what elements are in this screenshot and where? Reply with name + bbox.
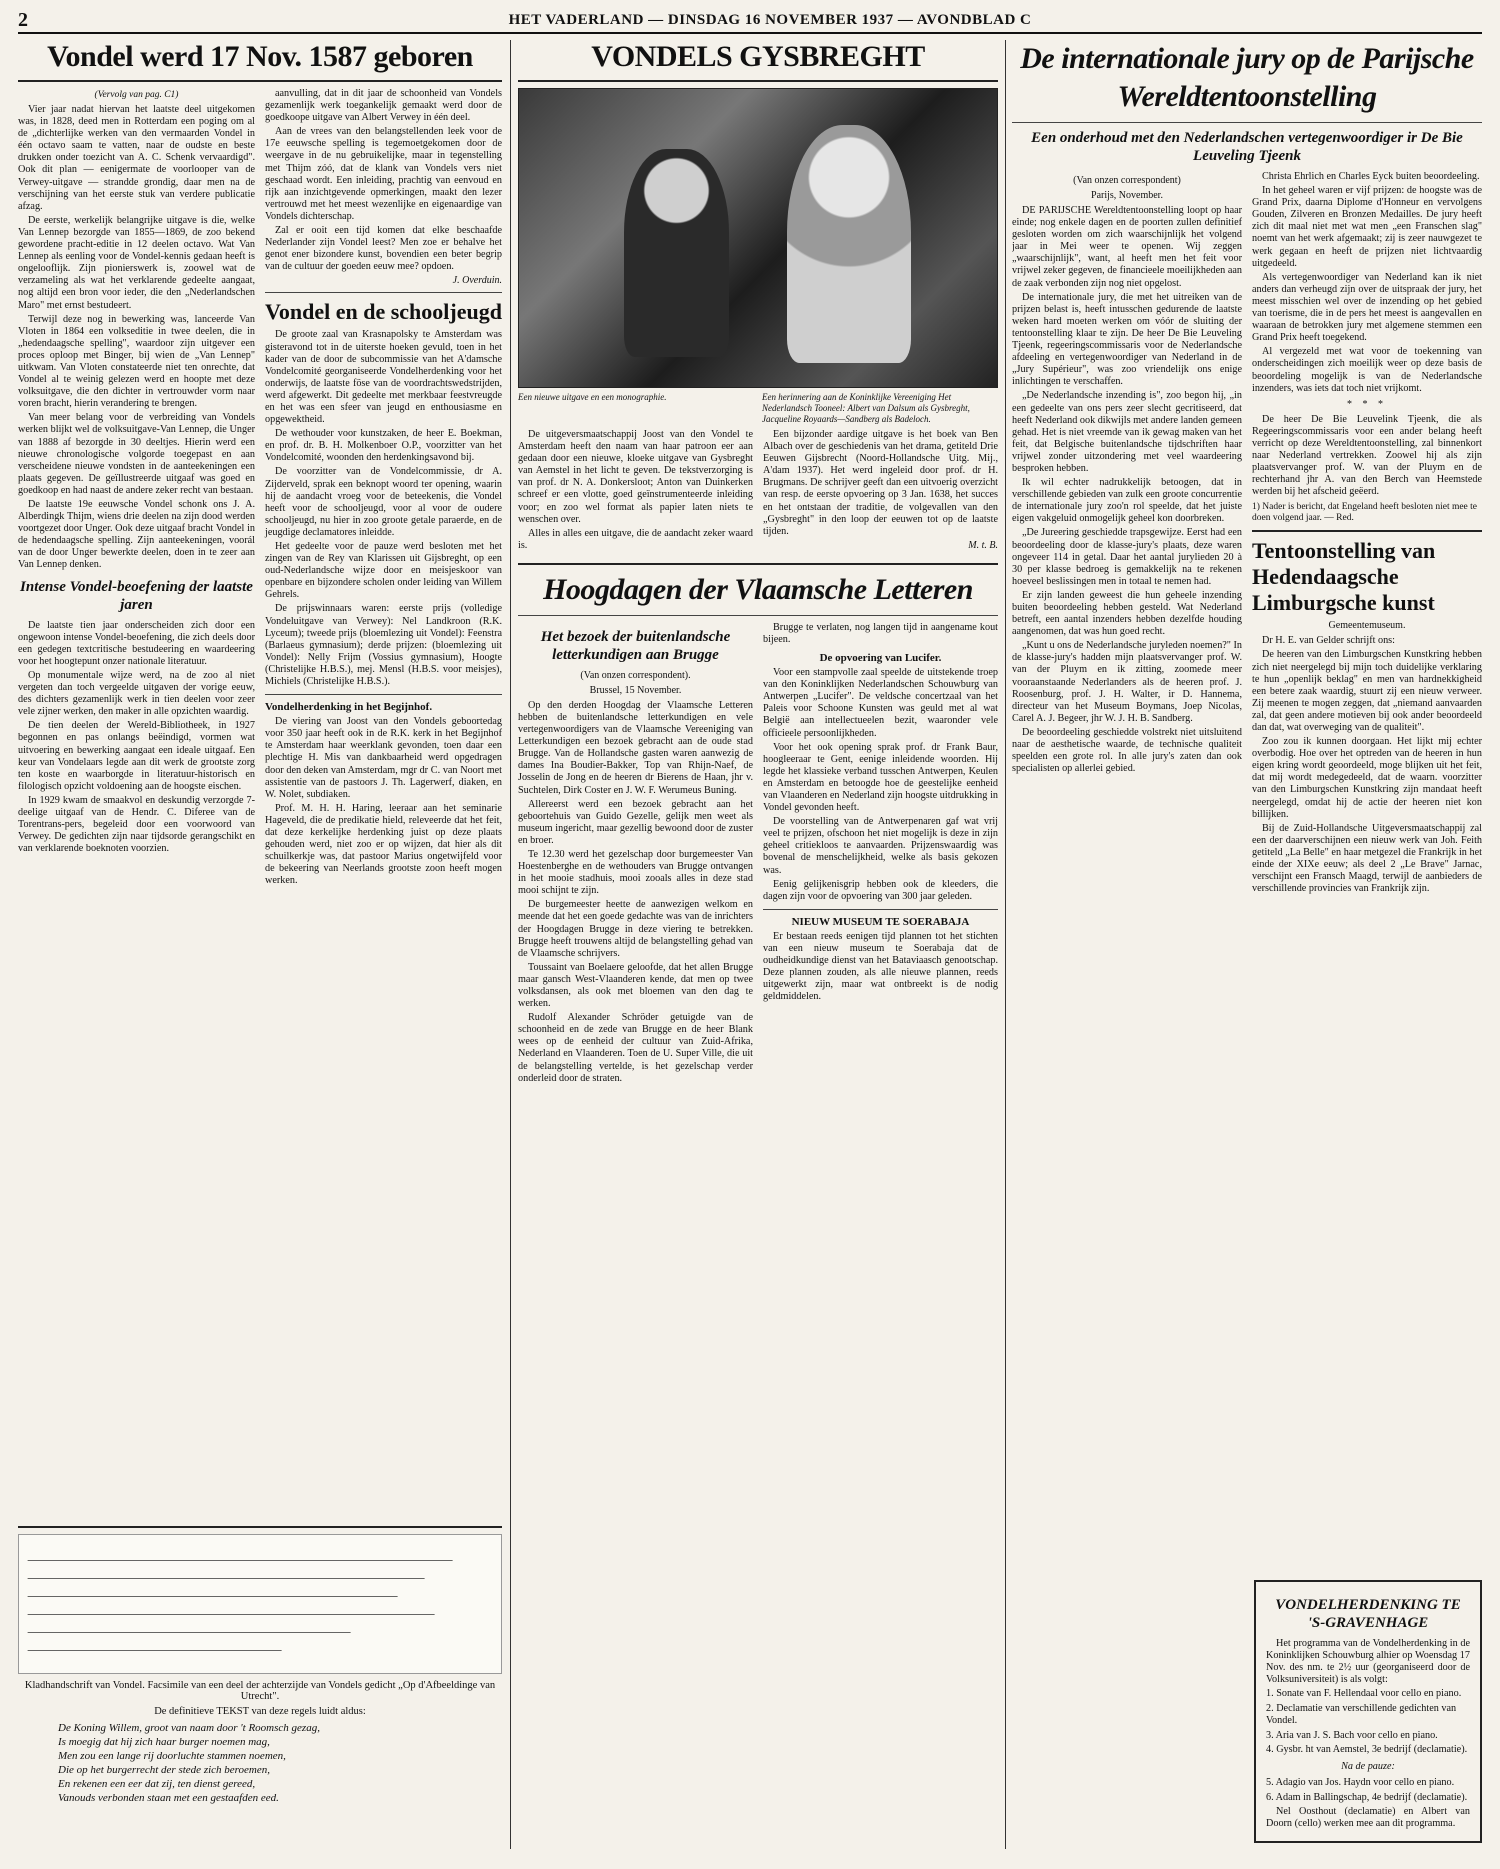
pause-label: Na de pauze: <box>1341 1760 1395 1772</box>
actress-figure <box>787 125 911 363</box>
divider <box>1252 530 1482 532</box>
correspondent: (Van onzen correspondent). <box>580 669 691 681</box>
manuscript-facsimile-image <box>18 1534 502 1674</box>
program-item: 1. Sonate van F. Hellendaal voor cello en piano. <box>1266 1688 1462 1700</box>
photo-caption <box>518 392 998 425</box>
facsimile-block <box>18 1520 502 1805</box>
paragraph: Vier jaar nadat hiervan het laatste deel uitgekomen was, in 1828, deed men in Rotterdam een poging om al de „dichterlijke werken van den vermaarden Vondel in één octavo saam te vatten, naar de oudste en beste drukken onder toezicht van A. C. Schenk vervaardigd". Ook dit plan — eenigermate de voorlooper van de Verwey-uitgave — strandde grondig, daar men na de verschijning van het eerste stuk van verdere publicatie afzag. <box>18 104 255 212</box>
paragraph: De laatste 19e eeuwsche Vondel schonk ons J. A. Alberdingk Thijm, wiens drie deelen na zijn dood werden voortgezet door Unger. Ook deze uitgaaf bracht Vondel in de hedendaagsche spelling. Zijn aanteekeningen, voorál van de door Unger bewerkte deelen, doen in te zeer aan Van Lennep denken. <box>18 499 255 571</box>
column-rule <box>1005 40 1006 1849</box>
program-item: 4. Gysbr. ht van Aemstel, 3e bedrijf (declamatie). <box>1266 1744 1468 1756</box>
masthead-line: HET VADERLAND — DINSDAG 16 NOVEMBER 1937 — AVONDBLAD C <box>508 11 1032 28</box>
poem-intro: De definitieve TEKST van deze regels luidt aldus: <box>154 1706 366 1717</box>
divider <box>518 615 998 616</box>
paragraph: Dr H. E. van Gelder schrijft ons: <box>1262 635 1395 647</box>
paragraph: Op monumentale wijze werd, na de zoo al niet vergeten dan toch vergeelde uitgaven der vorige eeuw, des dichters gezamenlijk werk in tien deelen voor zeer vele zijner werken, den maker in alle opzichten waardig. <box>18 669 255 718</box>
page-number: 2 <box>18 8 29 31</box>
paragraph: Zal er ooit een tijd komen dat elke beschaafde Nederlander zijn Vondel leest? Men zoe er behalve het genot ener bizondere kunst, bovendien een beter begrip van de cultuur der goeden eeuw mee? opdoen. <box>265 225 502 273</box>
poem-line: De Koning Willem, groot van naam door 't Roomsch gezag, <box>58 1722 320 1734</box>
paragraph: In 1929 kwam de smaakvol en deskundig verzorgde 7-deelige uitgaaf van de Hendr. C. Diferee van de Torentrans-pers, begeleid door een voorwoord van Verwey. De gedichten zijn naar tijdsorde gerangschikt en van verklarende boeknoten voorzien. <box>18 794 255 855</box>
hoogdagen-headline: Hoogdagen der Vlaamsche Letteren <box>543 572 973 606</box>
paragraph: Op den derden Hoogdag der Vlaamsche Letteren hebben de buitenlandsche letterkundigen en vele vertegenwoordigers van de Vlaamsche Vereeniging van Letterkundigen een bezoek gebracht aan de oude stad Brugge. Van de Hollandsche gasten waren aanwezig de dames Ina Boudier-Bakker, Top van Rhijn-Naef, de Josselin de Jong en de heeren dr Bierens de Haan, jhr v. Suchtelen, Dirk Coster en J. W. F. Werumeus Buning. <box>518 699 753 796</box>
paragraph: De burgemeester heette de aanwezigen welkom en meende dat het een goede gedachte was van de inrichters der Hoogdagen Brugge in deze viering te betrekken. Brugge heeft trouwens altijd de belangstelling gehad van de Vlaamsche schrijvers. <box>518 899 753 959</box>
paragraph: De heeren van den Limburgschen Kunstkring hebben zich niet neergelegd bij mijn toch duidelijke verklaring te hun „openlijk beklag" en men van hardnekkigheid een betere zaak waardig, stuurt zij een nieuw verweer. Zij meenen te mogen zeggen, dat „niemand aanvaarden zal, dat geen andere motieven bij ook ander beoordeeld dan dat, wat overweging van de qualiteit". <box>1252 649 1482 733</box>
paragraph: Eenig gelijkenisgrip hebben ook de kleeders, die dagen zijn voor de opvoering van 300 jaar geleden. <box>763 878 998 902</box>
paragraph: Bij de Zuid-Hollandsche Uitgeversmaatschappij zal een der daarverschijnen een nieuw werk van Joh. Feith getiteld „La Belle" en haar metgezel die Frankrijk in het einde der XIXe eeuw; als deel 2 „Le Brave" Jarnac, verschijnt een Fransch Maagd, terwijl de aanbieders de verschillende provincies van Frankrijk zijn. <box>1252 822 1482 895</box>
paragraph: De internationale jury, die met het uitreiken van de prijzen belast is, heeft intusschen gedurende de laatste weken hard moeten werken om vóór de sluiting der tentoonstelling klaar te zijn. De heer De Bie Leuveling Tjeenk, regeeringscommissaris voor de Nederlandsche afdeeling en vertegenwoordiger van Nederland in de „Jury Supérieur", was zoo vriendelijk ons enige inlichtingen te verschaffen. <box>1012 291 1242 388</box>
poem-line: Men zou een lange rij doorluchte stammen noemen, <box>58 1750 286 1762</box>
facsimile-caption: Kladhandschrift van Vondel. Facsimile van een deel der achterzijde van Vondels gedicht „Op d'Afbeeldinge van Utrecht". <box>24 1680 496 1702</box>
paragraph: „De Jureering geschiedde trapsgewijze. Eerst had een beoordeeling door de klasse-jury's plaats, deze waren ongeveer 114 in getal. Daar het aantal jurylieden 20 à 30 per klasse bedroeg is gemakkelijk na te rekenen hoeveel beslissingen men in totaal te nemen had. <box>1012 527 1242 587</box>
paragraph: Een bijzonder aardige uitgave is het boek van Ben Albach over de geschiedenis van het drama, getiteld Drie Eeuwen Gijsbrecht (Noord-Hollandsche Uitg. Mij., A'dam 1937). Het werd ingeleid door prof. dr H. Brugmans. De schrijver geeft dan een uitvoerig overzicht van resp. de eerste opvoering op 3 Jan. 1638, het succes en het ontstaan der traditie, de volgevallen van den „Gysbreght" in den loop der eeuwen tot op de laatste tijden. <box>763 429 998 537</box>
paragraph: „De Nederlandsche inzending is", zoo begon hij, „in een gedeelte van ons pers zeer slecht gecritiseerd, dat heeft Nederland ook dikwijls met andere landen gemeen gehad. Het is niet vreemde van ik gewag maken van het feit, dat Belgische buitenlandsche tijdschriften haar vrijwel zonder uitzondering met veel waardeering besproken hebben. <box>1012 390 1242 474</box>
hoogdagen-subheading: Het bezoek der buitenlandsche letterkundigen aan Brugge <box>540 628 731 663</box>
paragraph: Voor een stampvolle zaal speelde de uitstekende troep van den Koninklijken Nederlandschen Schouwburg van Antwerpen „Lucifer". De veldsche concertzaal van het Paleis voor Schoone Kunsten was geuld met al wat België aan intellectueelen bezit, waaronder vele officieele persoonlijkheden. <box>763 667 998 739</box>
gysbreght-article <box>518 40 998 1850</box>
divider <box>18 1526 502 1528</box>
section-stars: * * * <box>1347 398 1387 410</box>
paragraph: „Kunt u ons de Nederlandsche juryleden noemen?" In de klasse-jury's hadden mijn plaatsvervanger prof. W. van der Pluym en ik zitting, zoomede meer vooraanstaande Nederlanders als de heeren prof. J. Roosenburg, prof. J. H. Walter, ir D. Hannema, directeur van het Museum Boymans, Joep Nicolas, Carel A. J. Begeer, jhr W. J. H. B. Sandberg. <box>1012 640 1243 724</box>
dateline: Parijs, November. <box>1091 190 1163 201</box>
paragraph: Brugge te verlaten, nog langen tijd in aangename kout bijeen. <box>763 621 998 645</box>
signature: M. t. B. <box>968 539 998 551</box>
signature: J. Overduin. <box>452 275 502 287</box>
school-headline: Vondel en de schooljeugd <box>265 299 502 325</box>
paragraph: Allereerst werd een bezoek gebracht aan het geboortehuis van Guido Gezelle, gelijk men weet als museum ingericht, maar gezellig bewoond door de zuster en broer. <box>518 798 753 846</box>
program-item: 5. Adagio van Jos. Haydn voor cello en piano. <box>1266 1777 1455 1789</box>
paragraph: Terwijl deze nog in bewerking was, lanceerde Van Vloten in 1864 een volkseditie in twee deelen, die in „hedendaagsche spelling", waardoor zijn uitgever een proces oploop met Binger, bij wien de „Van Lennep" uitkwam. Van Vloten constateerde niet ten onrechte, dat Vondel al te weinig gelezen werd en hoopte met deze volksuitgave, die den dichter in vertrouwder vorm naar voren bracht, hierin verandering te brengen. <box>18 313 255 410</box>
paragraph: Van meer belang voor de verbreiding van Vondels werken blijkt wel de volksuitgave-Van Lennep, die Unger van 1888 af bezorgde in 30 deeltjes. Hierin werd een nieuwe chronologische volgorde toegepast en aan verscheidene nieuwe vondsten in de aanteekeningen een plaats gegeven. De geïllustreerde uitgaaf was goed en goedkoop en had naast de andere zeker recht van bestaan. <box>18 412 255 496</box>
paragraph: Er bestaan reeds eenigen tijd plannen tot het stichten van een nieuw museum te Soerabaja dat de oudheidkundige dienst van het Bataviaasch genootschap. Deze plannen zouden, als alle nieuwe plannen, reeds uitgewerkt zijn, maar wat ontbreekt is de nodig geldmiddelen. <box>763 930 998 1003</box>
paragraph: De viering van Joost van den Vondels geboortedag voor 350 jaar heeft ook in de R.K. kerk in het Begijnhof te Amsterdam haar weerklank gevonden, toen daar een plechtige H. Mis van dankbaarheid werd opgedragen door den deken van Amsterdam, mgr dr C. van Noort met assistentie van de pastoors J. Th. Lagerwerf, diaken, en W. Nolet, subdiaken. <box>265 716 502 800</box>
jury-subheading: Een onderhoud met den Nederlandschen vertegenwoordiger ir De Bie Leuveling Tjeenk <box>1031 130 1463 164</box>
jury-headline: De internationale jury op de Parijsche Wereldtentoonstelling <box>1020 42 1474 113</box>
paragraph: De tien deelen der Wereld-Bibliotheek, in 1927 begonnen en pas onlangs beëindigd, vormen wat uitvoering en bewerking aangaat een ideale uitgaaf. Een keur van Vondelaars legde aan dit werk de grootste zorg ten koste en waarborgde in literatuur-historisch en filologisch opzicht voldoening aan de hoogste eischen. <box>18 720 255 792</box>
vondel-col-1 <box>18 88 255 889</box>
paragraph: De groote zaal van Krasnapolsky te Amsterdam was gisteravond tot in de uiterste hoeken gevuld, toen in het kader van de door de subcommissie van het A'damsche Vondelcomité georganiseerde Vondelherdenking voor het onderwijs, de laatste föse van de voordrachtswedstrijden, werd afgewerkt. Dit gedeelte met merkbaar feestvreugde en het was een sfeer van jeugd en enthousiasme en opgewektheid. <box>265 329 502 426</box>
paragraph: De voorzitter van de Vondelcommissie, dr A. Zijderveld, sprak een beknopt woord ter opening, waarin hij de aandacht vroeg voor de beteekenis, die Vondel heeft voor de schooljeugd, voor al voor de oudere schooljeugd, nu hier in zoo groote getale paraerde, en de jeugdige declamatores inleidde. <box>265 466 502 538</box>
divider <box>1012 122 1482 123</box>
divider <box>518 563 998 565</box>
program-item: 6. Adam in Ballingschap, 4e bedrijf (declamatie). <box>1266 1791 1468 1803</box>
paragraph: De uitgeversmaatschappij Joost van den Vondel te Amsterdam heeft den naam van haar patroon eer aan gedaan door een nieuwe, kloeke uitgave van Gysbreght van Aemstel in het licht te geven. De tekstverzorging is van prof. dr N. A. Donkersloot; Anton van Duinkerken schreef er een vlotte, goed geïnstrumenteerde inleiding voor; en zoo wel format als papier laten niets te wenschen over. <box>518 429 753 525</box>
paragraph: De laatste tien jaar onderscheiden zich door een ongewoon intense Vondel-beoefening, die zich deels door een gedegen textcritische bestudeering en waardeering voor het hoogtepunt onzer nationale literatuur. <box>18 619 255 667</box>
vondel-headline: Vondel werd 17 Nov. 1587 geboren <box>47 40 473 73</box>
column-rule <box>510 40 511 1849</box>
paragraph: Al vergezeld met wat voor de toekenning van onderscheidingen zich moeilijk weer op deze basis de beoordeling mogelijk is van de Nederlandsche inzenders, was iets dat toch niet vrijkomt. <box>1252 346 1482 394</box>
paragraph: Te 12.30 werd het gezelschap door burgemeester Van Hoestenberghe en de wethouders van Brugge ontvangen in het mooie stadhuis, mooi zooals alles in deze stad mooi schijnt te zijn. <box>518 848 753 897</box>
poem-line: Die op het burgerrecht der stede zich beroemen, <box>58 1764 270 1776</box>
herdenking-headline: VONDELHERDENKING TE 'S-GRAVENHAGE <box>1275 1597 1461 1631</box>
paragraph: Prof. M. H. H. Haring, leeraar aan het seminarie Hageveld, die de predikatie hield, releveerde dat het feit, dat deze kerkelijke herdenking juist op deze plaats gehouden werd, niet zoo er op wijzen, dat hier als dit schuilkerkje was, dat pastoor Marius ongetwijfeld voor de bekeering van Neerlands grootste zoon heeft mogen werken. <box>265 802 502 887</box>
paragraph: Als vertegenwoordiger van Nederland kan ik niet anders dan verheugd zijn over de uitspraak der jury, het meest misschien wel over de inzending op het gebied van toerisme, die in de pers het meest is aangevallen en waaraan de betrokken jury met algemene stemmen een Grand Prix heeft toegekend. <box>1252 271 1482 344</box>
paragraph: De heer De Bie Leuvelink Tjeenk, die als Regeeringscommissaris voor een ander belang heeft verricht op deze Wereldtentoonstelling, zal binnenkort naar Nederland vertrekken. Zoowel hij als zijn plaatsvervanger prof. W. van der Pluym en de rechterhand jhr A. van den Berch van Heemstede werden bij het afscheid geëerd. <box>1252 413 1482 498</box>
subheading: Intense Vondel-beoefening der laatste jaren <box>20 578 253 613</box>
museum-heading: NIEUW MUSEUM TE SOERABAJA <box>791 915 970 928</box>
paragraph: Het gedeelte voor de pauze werd besloten met het zingen van de Rey van Klarissen uit Gijsbreght, op een oud-Nederlandsche wijze door en meisjeskoor van openbare en bijzondere scholen onder leiding van Willem Gehrels. <box>265 541 502 601</box>
paragraph: De prijswinnaars waren: eerste prijs (volledige Vondeluitgave van Verwey): Nel Landkroon (R.K. Lyceum); tweede prijs (bloemlezing uit Vondel): Feenstra (Barlaeus gymnasium); derde prijzen: (bloemlezing uit Vondel): Nelly Frijm (Vossius gymnasium), Hoogte (Christelijke H.B.S.), mej. Mensl (H.B.S. voor meisjes), Michiels (Christelijke H.B.S.). <box>265 603 502 688</box>
actor-figure <box>624 149 729 358</box>
program-item: 3. Aria van J. S. Bach voor cello en piano. <box>1266 1729 1438 1741</box>
paragraph: Het programma van de Vondelherdenking in de Koninklijken Schouwburg alhier op Woensdag 17 Nov. des nm. te 2½ uur (georganiseerd door de Volksuniversiteit) is als volgt: <box>1266 1638 1470 1686</box>
divider <box>763 909 998 910</box>
paragraph: De voorstelling van de Antwerpenaren gaf wat vrij veel te prijzen, ofschoon het niet mogelijk is deze in zijn geheel critiekloos te aanvaarden. Prijzenswaardig was bovenal de menschelijkheid, welke als basis gekozen was. <box>763 816 998 876</box>
vondel-col-2 <box>265 88 502 889</box>
continued-note: (Vervolg van pag. C1) <box>94 90 179 100</box>
paragraph: Er zijn landen geweest die hun geheele inzending buiten beoordeeling hebben gesteld. Wat Nederland betreft, een aantal inzenders hebben dezelfde houding aangenomen, dat was hun goed recht. <box>1012 589 1242 638</box>
paragraph: aanvulling, dat in dit jaar de schoonheid van Vondels gezamenlijk werk toegankelijk gemaakt werd door de goedkoope uitgave van Albert Verwey in één deel. <box>265 88 502 124</box>
paragraph: Zoo zou ik kunnen doorgaan. Het lijkt mij echter overbodig. Hoe over het optreden van de heeren in hun eigen kring wordt geoordeeld, moge blijken uit het feit, dat mij wordt medegedeeld, dat de waarn. voorzitter van den Limburgschen Kunstkring zijn mandaat heeft neergelegd, omdat hij de actie der heeren niet kon billijken. <box>1252 736 1482 820</box>
paragraph: Aan de vrees van den belangstellenden leek voor de 17e eeuwsche spelling is tegemoetgekomen door de weergave in de nu gebruikelijke, maar in tegenstelling met Thijm zóó, dat de klank van Vondels vers niet geschaad wordt. Een inleiding, prachtig van eenvoud en rijk aan inzichtgevende opmerkingen, maakt den lezer vertrouwd met het meest wezenlijke en eigenaardige van Vondels dichterschap. <box>265 126 502 222</box>
masthead <box>18 8 1482 34</box>
paragraph: Ik wil echter nadrukkelijk betoogen, dat in verschillende gebieden van zulk een groote concurrentie de internationale jury zoo'n rol speelde, dat het juiste eigen vakgeluid onmogelijk geheel kon doorbreken. <box>1012 477 1242 525</box>
paragraph: De beoordeeling geschiedde volstrekt niet uitsluitend naar de aesthetische waarde, de technische qualiteit speelden een grote rol. In alle jury's zaten dan ook specialisten op allerlei gebied. <box>1012 726 1242 775</box>
dateline: Brussel, 15 November. <box>589 684 682 696</box>
divider <box>518 80 998 82</box>
paragraph: Alles in alles een uitgave, die de aandacht zeker waard is. <box>518 527 753 551</box>
paragraph: Rudolf Alexander Schröder getuigde van de schoonheid en de zede van Brugge en de heer Blank wees op de eenheid der cultuur van Zuid-Afrika, Nederland en Vlaanderen. Toen de U. Super Ville, die uit de belangstelling vertelde, is het gezelschap verder onderleid door de straten. <box>518 1012 753 1084</box>
paragraph: DE PARIJSCHE Wereldtentoonstelling loopt op haar einde; nog enkele dagen en de poorten zullen definitief gesloten worden om zich waarschijnlijk het volgend jaar in Mei weer te openen. Wij zeggen „waarschijnlijk", want, al heeft men het feit voor vrijwel zeker gegeven, de financieele moeilijkheden aan de zaak verbonden zijn nog niet opgelost. <box>1012 205 1242 289</box>
footnote: 1) Nader is bericht, dat Engeland heeft besloten niet mee te doen volgend jaar. — Red. <box>1252 502 1478 524</box>
paragraph: Christa Ehrlich en Charles Eyck buiten beoordeeling. <box>1262 171 1480 182</box>
divider <box>265 694 502 695</box>
herdenking-box <box>1254 1580 1482 1843</box>
caption-right: Een herinnering aan de Koninklijke Vereeniging Het Nederlandsch Tooneel: Albert van Dalsum als Gysbreght, Jacqueline Royaards—Sandberg als Badeloch. <box>762 392 970 424</box>
program-item: 2. Declamatie van verschillende gedichten van Vondel. <box>1266 1702 1457 1727</box>
paragraph: Voor het ook opening sprak prof. dr Frank Baur, hoogleeraar te Gent, eenige inleidende woorden. Hij legde het klassieke verband tusschen Antwerpen, Keulen en Amsterdam en betoogde hoe de geestelijke eenheid van Vlaanderen en Nederland zijn hoogste uitdrukking in Vondel gevonden heeft. <box>763 741 998 814</box>
paragraph: De wethouder voor kunstzaken, de heer E. Boekman, en prof. dr. B. H. Molkenboer O.P., voorzitter van het Vondelcomité, woonden den herdenkingsavond bij. <box>265 428 502 464</box>
paragraph: In het geheel waren er vijf prijzen: de hoogste was de Grand Prix, daarna Diplome d'Honneur en vervolgens Gouden, Zilveren en Bronzen Medailles. De jury heeft zich dit maal niet met wat men „een Franschen slag" noemt van het werk afgemaakt; zij is zeer nauwgezet te werk gegaan en heeft de prijzen niet lichtvaardig uitgedeeld. <box>1252 185 1482 269</box>
vondel-article <box>18 40 502 1850</box>
limburg-headline: Tentoonstelling van Hedendaagsche Limburgsche kunst <box>1252 538 1436 616</box>
theatre-photo <box>518 88 998 388</box>
paragraph: Toussaint van Boelaere geloofde, dat het allen Brugge maar gansch West-Vlaanderen kende, dat men op twee volksdansen, als ook met bloemen van den dag te werken. <box>518 961 753 1010</box>
correspondent: (Van onzen correspondent) <box>1073 175 1181 186</box>
begijnhof-heading: Vondelherdenking in het Begijnhof. <box>265 701 433 714</box>
poem-line: Is moegig dat hij zich haar burger noemen mag, <box>58 1736 270 1748</box>
poem <box>18 1721 502 1805</box>
caption-left: Een nieuwe uitgave en een monographie. <box>518 392 667 402</box>
program-list <box>1266 1688 1470 1804</box>
poem-line: Vanouds verbonden staan met een gestaafden eed. <box>58 1792 279 1804</box>
poem-line: En rekenen een eer dat zij, ten dienst gereed, <box>58 1778 256 1790</box>
divider <box>265 292 502 293</box>
jury-article <box>1012 40 1482 1850</box>
divider <box>18 80 502 82</box>
paragraph: Nel Oosthout (declamatie) en Albert van Doorn (cello) werken mee aan dit programma. <box>1266 1806 1470 1830</box>
lucifer-subheading: De opvoering van Lucifer. <box>819 652 942 665</box>
gysbreght-headline: VONDELS GYSBREGHT <box>591 40 925 73</box>
paragraph: De eerste, werkelijk belangrijke uitgave is die, welke Van Lennep bezorgde van 1855—1869, de zoo bekend gewordene pracht-editie in 12 deelen octavo. Wat Van Lennep als eenling voor de Vondel-kennis gedaan heeft is ongelooflijk. Zijn pionierswerk is, zoowel wat de verzameling als wat het verklarende gedeelte aangaat, nog altijd een bron voor ieder, die den „Nederlandschen Maro" met ernst bestudeert. <box>18 214 255 311</box>
limburg-location: Gemeentemuseum. <box>1328 620 1406 632</box>
